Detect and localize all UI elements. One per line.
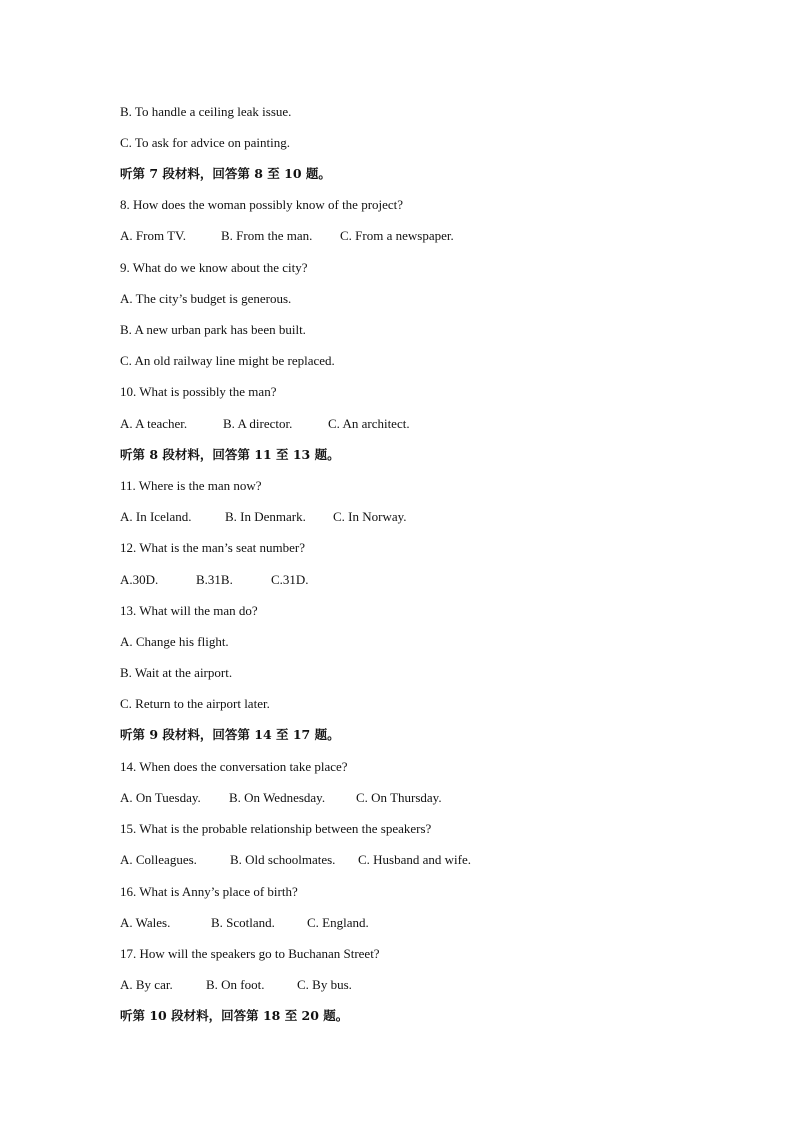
option-text: B. Wait at the airport.	[120, 665, 233, 680]
option: B. On foot.	[206, 977, 265, 992]
question-text: 12. What is the man’s seat number?	[120, 540, 305, 555]
question-text: 10. What is possibly the man?	[120, 384, 277, 399]
options-row	[120, 509, 407, 525]
option: A. By car.	[120, 977, 173, 992]
section-heading: 听第 9 段材料，回答第 14 至 17 题。	[120, 727, 340, 742]
option: C. England.	[307, 915, 369, 930]
option: C.31D.	[271, 572, 309, 587]
options-row	[120, 572, 309, 588]
option: A. From TV.	[120, 228, 186, 243]
options-row	[120, 416, 410, 432]
option: B. A director.	[223, 416, 293, 431]
option-text: C. An old railway line might be replaced.	[120, 353, 335, 368]
option-text: A. The city’s budget is generous.	[120, 291, 292, 306]
option: B. On Wednesday.	[229, 790, 326, 805]
question-text: 16. What is Anny’s place of birth?	[120, 884, 298, 899]
option: B.31B.	[196, 572, 233, 587]
option-text: B. A new urban park has been built.	[120, 322, 306, 337]
section-heading: 听第 10 段材料，回答第 18 至 20 题。	[120, 1008, 349, 1023]
option-text: C. To ask for advice on painting.	[120, 135, 290, 150]
question-text: 13. What will the man do?	[120, 603, 258, 618]
options-row	[120, 852, 471, 868]
options-row	[120, 977, 352, 993]
option: A. Wales.	[120, 915, 171, 930]
option: C. An architect.	[328, 416, 410, 431]
question-text: 15. What is the probable relationship between the speakers?	[120, 821, 432, 836]
option: B. Old schoolmates.	[230, 852, 336, 867]
options-row	[120, 228, 454, 244]
option: B. From the man.	[221, 228, 313, 243]
option: B. Scotland.	[211, 915, 275, 930]
question-text: 11. Where is the man now?	[120, 478, 262, 493]
option: A. Colleagues.	[120, 852, 197, 867]
option: A. In Iceland.	[120, 509, 192, 524]
option-text: A. Change his flight.	[120, 634, 229, 649]
option: C. From a newspaper.	[340, 228, 454, 243]
section-heading: 听第 8 段材料，回答第 11 至 13 题。	[120, 447, 340, 462]
option-text: B. To handle a ceiling leak issue.	[120, 104, 292, 119]
option: C. On Thursday.	[356, 790, 442, 805]
option: C. Husband and wife.	[358, 852, 472, 867]
option-text: C. Return to the airport later.	[120, 696, 270, 711]
question-text: 17. How will the speakers go to Buchanan Street?	[120, 946, 380, 961]
option: B. In Denmark.	[225, 509, 306, 524]
options-row	[120, 790, 442, 806]
question-text: 8. How does the woman possibly know of the project?	[120, 197, 404, 212]
option: A.30D.	[120, 572, 159, 587]
options-row	[120, 915, 369, 931]
option: C. By bus.	[297, 977, 352, 992]
option: A. On Tuesday.	[120, 790, 201, 805]
question-text: 14. When does the conversation take place?	[120, 759, 348, 774]
option: A. A teacher.	[120, 416, 188, 431]
option: C. In Norway.	[333, 509, 407, 524]
section-heading: 听第 7 段材料，回答第 8 至 10 题。	[120, 166, 331, 181]
question-text: 9. What do we know about the city?	[120, 260, 308, 275]
